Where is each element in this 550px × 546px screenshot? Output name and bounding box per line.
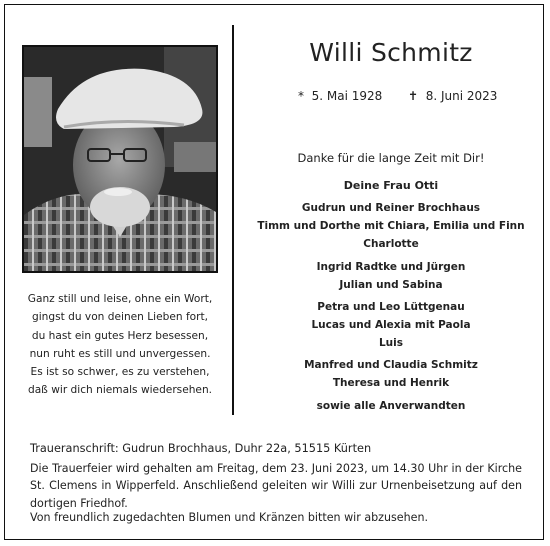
mourner-line: Gudrun und Reiner Brochhaus — [301, 202, 481, 214]
mourner-line: Julian und Sabina — [339, 279, 443, 291]
mourner-line: Deine Frau Otti — [343, 179, 439, 192]
mourners-list — [236, 177, 546, 415]
mourner-line: Theresa und Henrik — [332, 377, 450, 389]
birth-date: * 5. Mai 1928 — [298, 89, 383, 103]
mourner-line: Ingrid Radtke und Jürgen — [316, 261, 466, 273]
mourner-line: Luis — [378, 337, 403, 349]
mourner-line: Petra und Leo Lüttgenau — [317, 301, 465, 313]
life-dates — [236, 89, 546, 105]
cross-icon: ✝ — [408, 89, 419, 103]
poem-line: Ganz still und leise, ohne ein Wort, — [27, 293, 213, 305]
funeral-service-info: Die Trauerfeier wird gehalten am Freitag, dem 23. Juni 2023, um 14.30 Uhr in der Kirche St. Clemens in Wipperfeld. Anschließend geleiten wir Willi zur Urnenbeisetzung auf den dortigen Friedhof. — [30, 462, 522, 510]
death-date: ✝ 8. Juni 2023 — [408, 89, 498, 103]
birth-symbol: * — [298, 89, 304, 103]
deceased-name: Willi Schmitz — [309, 38, 473, 67]
poem — [22, 290, 218, 400]
poem-line: Es ist so schwer, es zu verstehen, — [30, 366, 210, 379]
mourner-line: Charlotte — [363, 238, 419, 250]
poem-line: du hast ein gutes Herz besessen, — [31, 329, 209, 342]
poem-line: daß wir dich niemals wiedersehen. — [27, 384, 213, 397]
mourner-line: Timm und Dorthe mit Chiara, Emilia und Finn — [257, 220, 525, 232]
flowers-note: Von freundlich zugedachten Blumen und Kränzen bitten wir abzusehen. — [30, 511, 429, 524]
poem-line: nun ruht es still und unvergessen. — [29, 347, 211, 360]
mourner-line: Lucas und Alexia mit Paola — [311, 319, 471, 331]
mourner-line: sowie alle Anverwandten — [316, 400, 466, 412]
poem-line: gingst du von deinen Lieben fort, — [31, 311, 209, 324]
portrait-photo — [22, 45, 218, 273]
thanks-line: Danke für die lange Zeit mit Dir! — [297, 151, 485, 165]
mourner-line: Manfred und Claudia Schmitz — [304, 359, 478, 371]
column-divider — [232, 25, 234, 415]
mourning-address: Traueranschrift: Gudrun Brochhaus, Duhr 22a, 51515 Kürten — [30, 442, 372, 455]
